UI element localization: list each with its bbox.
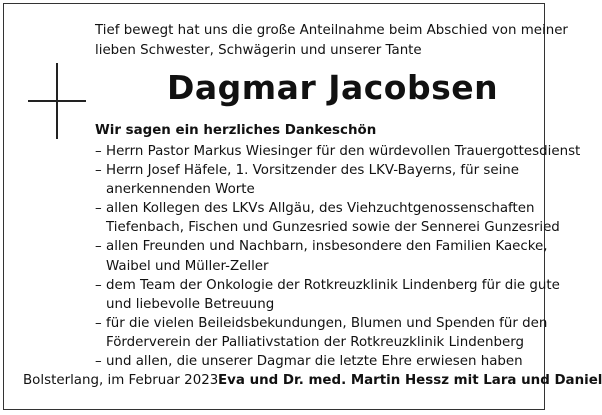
thanks-item xyxy=(95,161,535,199)
dash-bullet: – xyxy=(95,239,102,255)
thanks-item-line: Waibel und Müller-Zeller xyxy=(106,258,269,274)
thanks-list xyxy=(95,142,581,371)
dash-bullet: – xyxy=(95,144,102,159)
dash-bullet: – xyxy=(95,354,102,370)
thanks-item-line: anerkennenden Worte xyxy=(106,182,255,198)
thanks-item-line: Herrn Josef Häfele, 1. Vorsitzender des LKV-Bayerns, für seine xyxy=(106,163,520,179)
cross-horizontal-bar xyxy=(28,100,86,102)
thanks-item xyxy=(95,314,548,352)
thanks-item xyxy=(95,276,560,314)
thanks-item-line: und liebevolle Betreuung xyxy=(106,296,275,312)
intro-text xyxy=(95,21,568,61)
dash-bullet: – xyxy=(95,277,102,293)
thanks-item xyxy=(95,237,548,275)
thanks-item-line: allen Kollegen des LKVs Allgäu, des Viehzuchtgenossenschaften xyxy=(106,201,535,217)
dash-bullet: – xyxy=(95,163,102,179)
place-date: Bolsterlang, im Februar 2023 xyxy=(23,373,219,388)
thanks-item-line: für die vielen Beileidsbekundungen, Blumen und Spenden für den xyxy=(106,315,548,331)
thanks-item xyxy=(95,199,560,237)
cross-icon xyxy=(28,63,86,139)
dash-bullet: – xyxy=(95,315,102,331)
thanks-heading: Wir sagen ein herzliches Dankeschön xyxy=(95,123,377,138)
deceased-name: Dagmar Jacobsen xyxy=(167,68,499,107)
thanks-item xyxy=(95,142,581,161)
signature: Eva und Dr. med. Martin Hessz mit Lara und Daniel xyxy=(218,373,602,388)
thanks-item-line: und allen, die unserer Dagmar die letzte Ehre erwiesen haben xyxy=(106,354,523,370)
thanks-item-line: allen Freunden und Nachbarn, insbesondere den Familien Kaecke, xyxy=(106,239,548,255)
intro-line: lieben Schwester, Schwägerin und unserer Tante xyxy=(95,43,422,58)
thanks-item-line: dem Team der Onkologie der Rotkreuzklinik Lindenberg für die gute xyxy=(106,277,560,293)
thanks-item-line: Herrn Pastor Markus Wiesinger für den würdevollen Trauergottesdienst xyxy=(106,144,581,159)
thanks-item xyxy=(95,352,535,371)
dash-bullet: – xyxy=(95,201,102,217)
thanks-item-line: Tiefenbach, Fischen und Gunzesried sowie der Sennerei Gunzesried xyxy=(106,220,560,236)
thanks-item-line: Förderverein der Palliativstation der Rotkreuzklinik Lindenberg xyxy=(106,334,524,350)
intro-line: Tief bewegt hat uns die große Anteilnahme beim Abschied von meiner xyxy=(95,23,568,38)
